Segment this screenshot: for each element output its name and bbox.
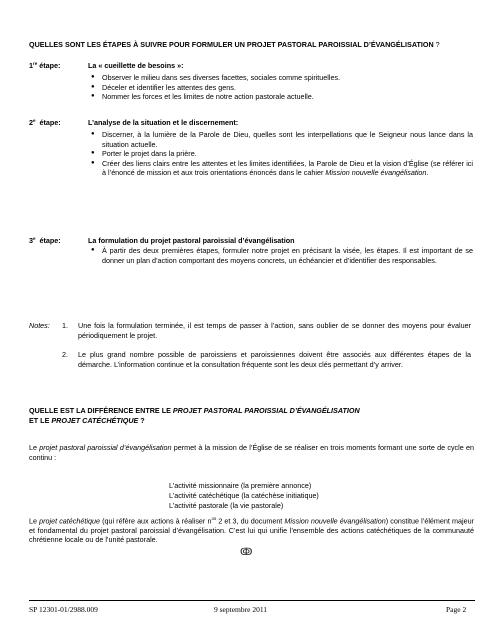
list-item: ● Discerner, à la lumière de la Parole de Dieu, quelles sont les interpellations que le Seigneur nous lance dans la situation actuelle. [91,130,473,149]
bullet-list [88,73,473,102]
cycle-item: L’activité missionnaire (la première annonce) [169,481,312,490]
list-item: ● Observer le milieu dans ses diverses facettes, sociales comme spirituelles. [91,73,341,82]
list-item: ● Porter le projet dans la prière. [91,149,197,158]
notes-label: Notes: [29,321,50,330]
bullet-icon: ● [91,159,95,166]
footer-divider [29,600,475,601]
footer-reference: SP 12301-01/2988.009 [29,605,98,614]
paragraph-pastoral-project: Le projet pastoral paroissial d’évangélisation permet à la mission de l’Église de se réaliser en trois moments formant une sorte de cycle en continu : [29,443,474,462]
bullet-list [88,130,473,178]
bullet-list [88,246,473,265]
bullet-icon: ● [91,247,95,253]
step-title: L’analyse de la situation et le discernement: [88,118,239,127]
list-item: ● Déceler et identifier les attentes des gens. [91,82,236,92]
document-page: QUELLES SONT LES ÉTAPES À SUIVRE POUR FORMULER UN PROJET PASTORAL PAROISSIAL D’ÉVANGÉLISATION ? 1re étape: La « cueillette de besoins »: ● Observer le milieu dans ses diverses facettes, sociales comme spirituelles. ● Déceler et identifier les attentes des gens. ● Nommer les forces et les limites de notre action pastorale actuelle. 2e étape: L’analyse de la situation et le discernement: ● Discerner, à la lumière de la Parole de Dieu, quelles sont les interpellations que le Seigneur nous lance dans la situation actuelle. ● Porter le projet dans la prière. ● Créer des liens clairs entre les attentes et les limites identifiées, la Parole de Dieu et la vision d’Église (se référer ici à l’énoncé de mission et aux trois orientations énoncés dans le cahier Mission nouvelle évangélisation. 3e étape: La formulation du projet pastoral paroissial d’évangélisation ● À partir des deux premières étapes, formuler notre projet en précisant la visée, les étapes. Il est important de se donner un plan d’action comportant des moyens concrets, un échéancier et d’identifier des responsables. Notes: 1. Une fois la formulation terminée, il est temps de passer à l’action, sans oublier de se donner des moyens pour évaluer périodiquement le projet. 2. Le plus grand nombre possible de paroissiens et paroissiennes doivent être associés aux différentes étapes de la démarche. L’information continue et la consultation fréquente sont les deux clés permettant d’y arriver. QUELLE EST LA DIFFÉRENCE ENTRE LE PROJET PASTORAL PAROISSIAL D’ÉVANGÉLISATION ET LE PROJET CATÉCHÉTIQUE ? Le projet pastoral paroissial d’évangélisation permet à la mission de l’Église de se réaliser en trois moments formant une sorte de cycle en continu : L’activité missionnaire (la première annonce) L’activité catéchétique (la catéchèse initiatique) L’activité pastorale (la vie pastorale) Le projet catéchétique (qui réfère aux actions à réaliser $n^{os}$ 2 et 3, du document Mission nouvelle évangélisation) constitue l’élément majeur et fondamental du projet pastoral paroissial d’évangélisation. C’est lui qui unifie l’ensemble des actions catéchétiques de la communauté chrétienne locale ou de l’unité pastorale. ↂ SP 12301-01/2988.009 9 septembre 2011 Page 2 [29,40,474,614]
bullet-icon: ● [91,131,95,137]
question-heading-steps: QUELLES SONT LES ÉTAPES À SUIVRE POUR FORMULER UN PROJET PASTORAL PAROISSIAL D’ÉVANGÉLISATION ? [29,40,440,49]
list-item: ● À partir des deux premières étapes, formuler notre projet en précisant la visée, les étapes. Il est important de se donner un plan d’action comportant des moyens concrets, un échéancier et d’identifier des responsables. [91,246,473,265]
cycle-item: L’activité pastorale (la vie pastorale) [169,501,284,510]
list-item: ● Créer des liens clairs entre les attentes et les limites identifiées, la Parole de Dieu et la vision d’Église (se référer ici à l’énoncé de mission et aux trois orientations énoncés dans le cahier Mission nouvelle évangélisation. [91,158,473,177]
bullet-icon: ● [91,83,95,90]
footer-date: 9 septembre 2011 [214,605,268,614]
step-title: La « cueillette de besoins »: [88,61,184,70]
paragraph-catechetical-project: Le projet catéchétique (qui réfère aux actions à réaliser $n^{os}$ 2 et 3, du document Mission nouvelle évangélisation) constitue l’élément majeur et fondamental du projet pastoral paroissial d’évangélisation. C’est lui qui unifie l’ensemble des actions catéchétiques de la communauté chrétienne locale ou de l’unité pastorale. [29,516,474,545]
step-label: 1re étape: [29,61,61,70]
ornament-icon: ↂ [240,547,253,558]
bullet-icon: ● [91,74,95,80]
list-item: ● Nommer les forces et les limites de notre action pastorale actuelle. [91,92,314,101]
step-title: La formulation du projet pastoral paroissial d’évangélisation [88,236,295,245]
bullet-icon: ● [91,150,95,156]
step-label: 3e étape: [29,236,61,245]
cycle-item: L’activité catéchétique (la catéchèse initiatique) [169,491,319,500]
footer-page-number: Page 2 [446,605,467,614]
cycle-list [169,481,319,511]
step-label: 2e étape: [29,118,61,127]
question-heading-difference: QUELLE EST LA DIFFÉRENCE ENTRE LE PROJET PASTORAL PAROISSIAL D’ÉVANGÉLISATION ET LE PROJET CATÉCHÉTIQUE ? [29,406,360,425]
bullet-icon: ● [91,93,95,99]
